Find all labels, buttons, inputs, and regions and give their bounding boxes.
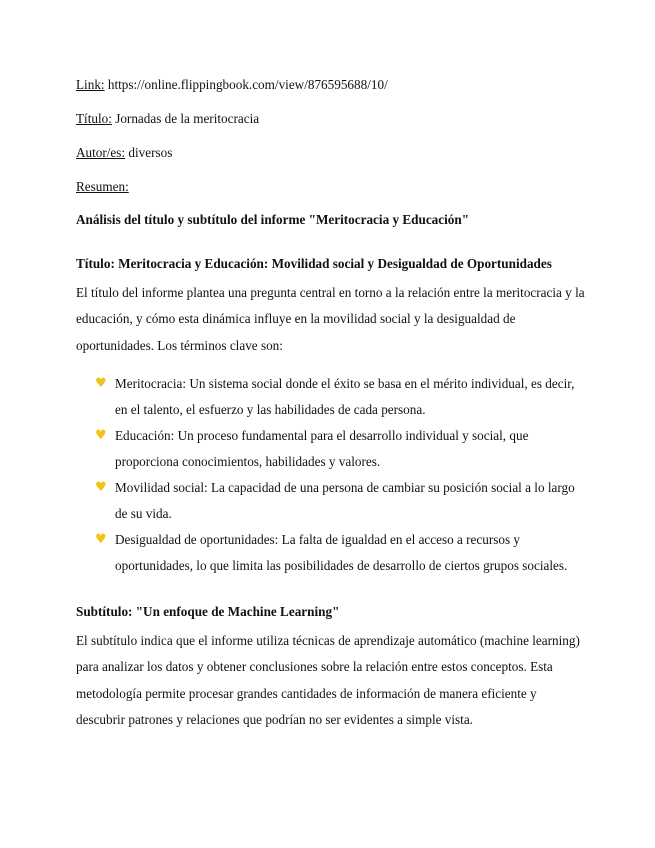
bullet-text: Desigualdad de oportunidades: La falta de igualdad en el acceso a recursos y oportunidades, lo que limita las posibilidades de desarrollo de ciertos grupos sociales. (115, 532, 568, 573)
yellow-heart-icon: ♥ (95, 428, 107, 443)
subtitle-section-body: El subtítulo indica que el informe utiliza técnicas de aprendizaje automático (machine learning) para analizar los datos y obtener conclusiones sobre la relación entre estos conceptos. Esta metodología permite procesar grandes cantidades de información de manera eficiente y descubrir patrones y relaciones que podrían no ser evidentes a simple vista. (76, 633, 580, 727)
analysis-heading: Análisis del título y subtítulo del informe "Meritocracia y Educación" (76, 212, 470, 227)
subtitle-section-heading: Subtítulo: "Un enfoque de Machine Learning" (76, 604, 340, 619)
author-value: diversos (128, 145, 173, 160)
yellow-heart-icon: ♥ (95, 480, 107, 495)
yellow-heart-icon: ♥ (95, 376, 107, 391)
title-section-intro: El título del informe plantea una pregunta central en torno a la relación entre la meritocracia y la educación, y cómo esta dinámica influye en la movilidad social y la desigualdad de oportunidades. Los términos clave son: (76, 285, 585, 353)
author-line (76, 145, 172, 161)
title-line (76, 111, 259, 127)
list-item (95, 527, 575, 579)
bullet-text: Meritocracia: Un sistema social donde el éxito se basa en el mérito individual, es decir, en el talento, el esfuerzo y las habilidades de cada persona. (115, 376, 575, 417)
key-terms-list (95, 371, 575, 579)
link-line (76, 77, 388, 93)
list-item (95, 371, 575, 423)
title-value: Jornadas de la meritocracia (115, 111, 260, 126)
title-section-heading: Título: Meritocracia y Educación: Movilidad social y Desigualdad de Oportunidades (76, 256, 552, 271)
bullet-text: Movilidad social: La capacidad de una persona de cambiar su posición social a lo largo de su vida. (115, 480, 575, 521)
list-item (95, 475, 575, 527)
author-label: Autor/es: (76, 145, 126, 160)
summary-line (76, 179, 129, 195)
link-url[interactable]: https://online.flippingbook.com/view/876595688/10/ (107, 77, 388, 92)
summary-label: Resumen: (76, 179, 129, 194)
title-label: Título: (76, 111, 112, 126)
yellow-heart-icon: ♥ (95, 532, 107, 547)
bullet-text: Educación: Un proceso fundamental para el desarrollo individual y social, que proporciona conocimientos, habilidades y valores. (115, 428, 529, 469)
link-label: Link: (76, 77, 105, 92)
list-item (95, 423, 575, 475)
